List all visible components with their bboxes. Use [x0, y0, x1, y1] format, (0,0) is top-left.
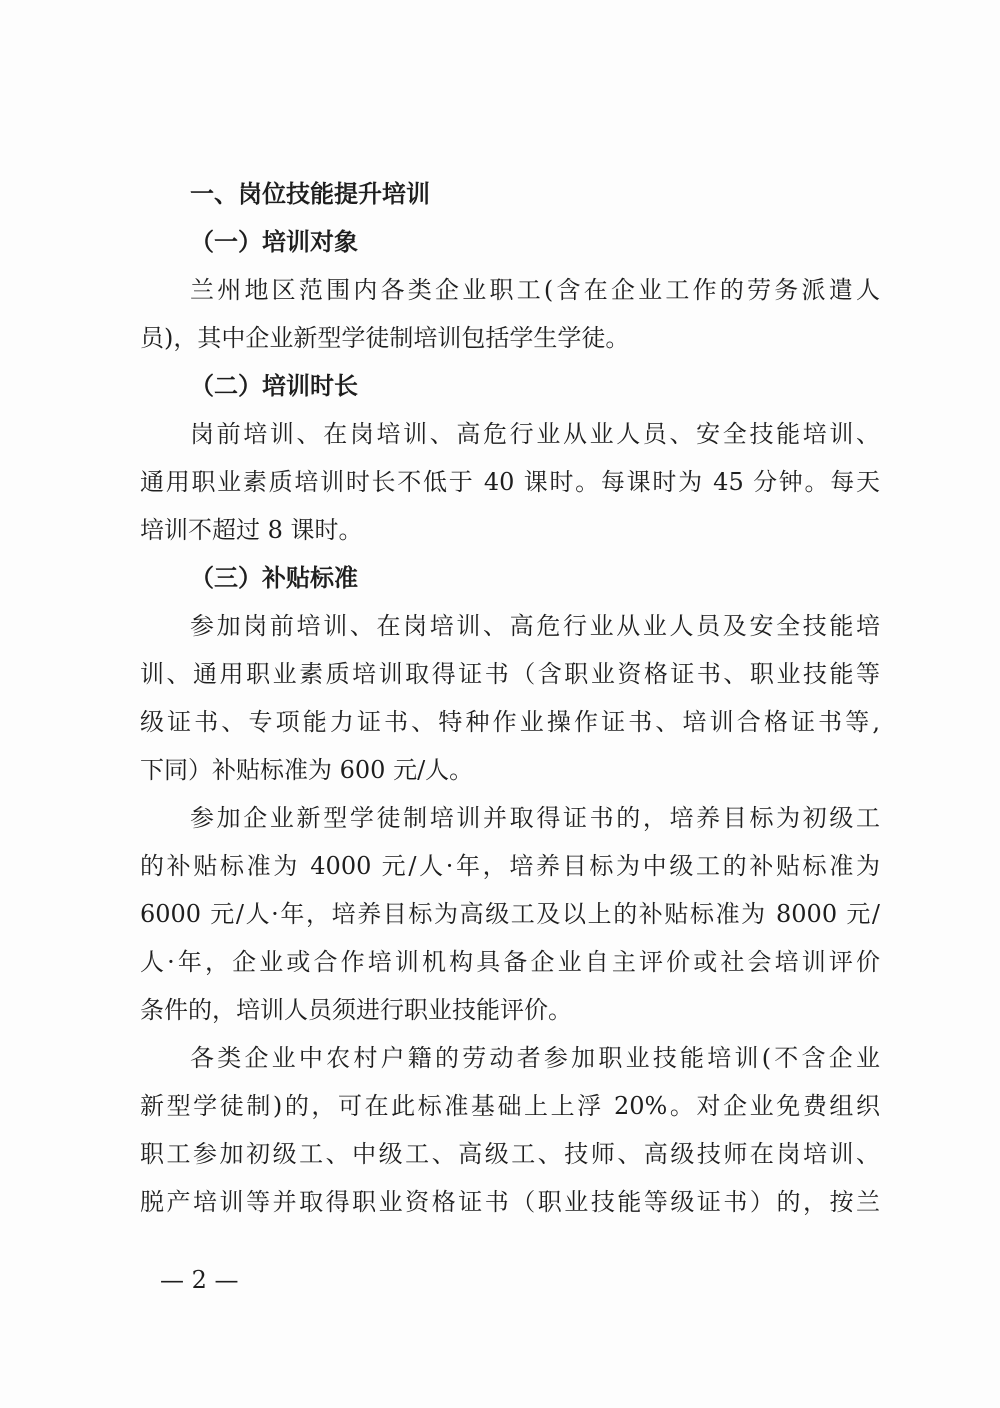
- paragraph-line: 下同）补贴标准为 600 元/人。: [140, 756, 474, 784]
- paragraph-line: 6000 元/人·年，培养目标为高级工及以上的补贴标准为 8000 元/: [140, 900, 880, 928]
- paragraph-line: 级证书、专项能力证书、特种作业操作证书、培训合格证书等,: [140, 708, 880, 736]
- paragraph-line: 通用职业素质培训时长不低于 40 课时。每课时为 45 分钟。每天: [140, 468, 880, 496]
- subsection-heading: （三）补贴标准: [190, 564, 358, 592]
- page-number: — 2 —: [160, 1266, 239, 1294]
- paragraph-line: 兰州地区范围内各类企业职工(含在企业工作的劳务派遣人: [190, 276, 880, 304]
- paragraph-line: 的补贴标准为 4000 元/人·年，培养目标为中级工的补贴标准为: [140, 852, 880, 880]
- paragraph-line: 员)，其中企业新型学徒制培训包括学生学徒。: [140, 324, 630, 352]
- paragraph-line: 参加岗前培训、在岗培训、高危行业从业人员及安全技能培: [190, 612, 880, 640]
- subsection-heading: （一）培训对象: [190, 228, 358, 256]
- paragraph-line: 岗前培训、在岗培训、高危行业从业人员、安全技能培训、: [190, 420, 880, 448]
- paragraph-line: 训、通用职业素质培训取得证书（含职业资格证书、职业技能等: [140, 660, 880, 688]
- paragraph-line: 各类企业中农村户籍的劳动者参加职业技能培训(不含企业: [190, 1044, 880, 1072]
- paragraph-line: 新型学徒制)的，可在此标准基础上上浮 20%。对企业免费组织: [140, 1092, 880, 1120]
- paragraph-line: 参加企业新型学徒制培训并取得证书的，培养目标为初级工: [190, 804, 880, 832]
- paragraph-line: 人·年，企业或合作培训机构具备企业自主评价或社会培训评价: [140, 948, 880, 976]
- paragraph-line: 条件的，培训人员须进行职业技能评价。: [140, 996, 572, 1024]
- paragraph-line: 脱产培训等并取得职业资格证书（职业技能等级证书）的，按兰: [140, 1188, 880, 1216]
- paragraph-line: 培训不超过 8 课时。: [140, 516, 363, 544]
- subsection-heading: （二）培训时长: [190, 372, 358, 400]
- section-heading: 一、岗位技能提升培训: [190, 180, 430, 208]
- paragraph-line: 职工参加初级工、中级工、高级工、技师、高级技师在岗培训、: [140, 1140, 880, 1168]
